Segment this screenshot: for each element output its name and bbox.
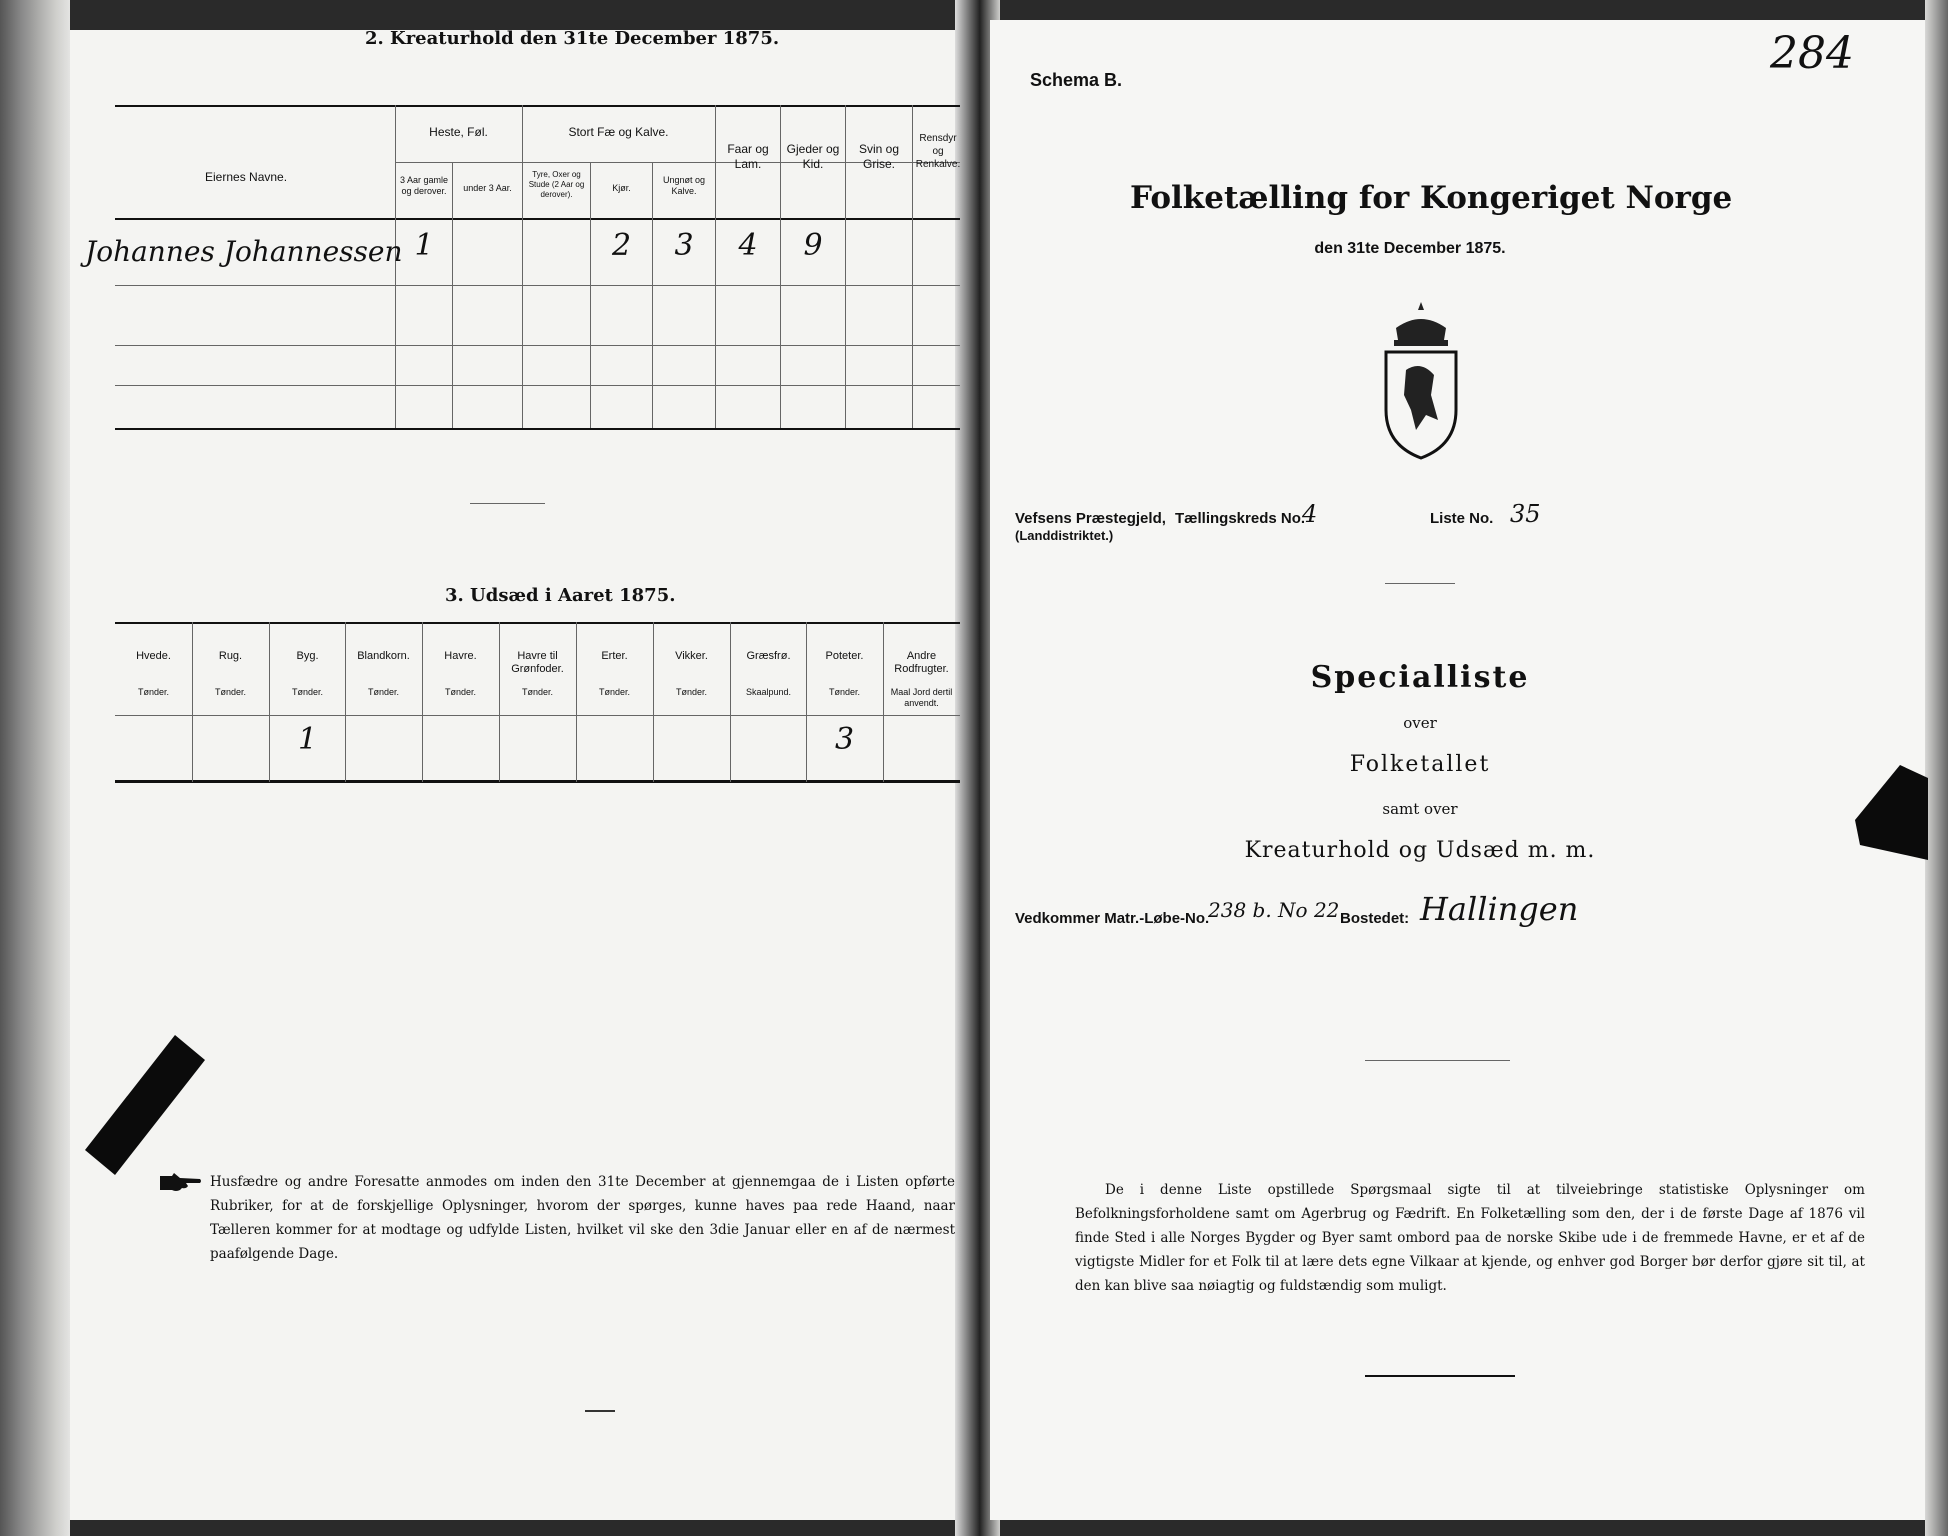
crop-header: Andre Rodfrugter. — [894, 650, 949, 675]
schema-label: Schema B. — [1030, 70, 1123, 90]
matr-value: 238 b. No 22 — [1208, 898, 1340, 922]
crop-header: Græsfrø. — [746, 650, 791, 662]
crop-header: Vikker. — [675, 650, 708, 662]
crop-header: Rug. — [218, 650, 243, 662]
crop-unit: Tønder. — [367, 687, 399, 697]
kjor-value: 2 — [611, 228, 632, 263]
crop-unit: Tønder. — [675, 687, 707, 697]
gjeder-value: 9 — [803, 228, 823, 263]
district-note: (Landdistriktet.) — [1015, 528, 1114, 543]
crop-unit: Tønder. — [828, 687, 860, 697]
crop-unit: Tønder. — [444, 687, 476, 697]
crop-unit: Tønder. — [598, 687, 630, 697]
folketallet: Folketallet — [1349, 752, 1491, 777]
archive-pointer-mark-left — [80, 1030, 210, 1180]
ungnot-value: 3 — [674, 228, 694, 263]
kreds-label: Tællingskreds No. — [1175, 510, 1306, 527]
heste-under3-header: under 3 Aar. — [463, 183, 512, 193]
matr-label: Vedkommer Matr.-Løbe-No. — [1015, 910, 1210, 927]
owner-name-header: Eiernes Navne. — [205, 170, 288, 184]
date-line: den 31te December 1875. — [1314, 240, 1506, 257]
heste-header: Heste, Føl. — [429, 125, 488, 139]
owner-name: Johannes Johannessen — [85, 235, 403, 268]
crop-header: Blandkorn. — [357, 650, 410, 662]
crop-value: 3 — [834, 722, 855, 757]
crop-header: Havre til Grønfoder. — [511, 650, 564, 675]
svin-header: Svin og Grise. — [858, 142, 900, 171]
gjeder-header: Gjeder og Kid. — [786, 142, 840, 171]
archive-pointer-mark-right — [1850, 760, 1930, 870]
crop-header: Havre. — [444, 650, 477, 662]
heste-3aar-value: 1 — [414, 228, 434, 263]
crop-unit: Tønder. — [291, 687, 323, 697]
parish-printed: Vefsens Præstegjeld, — [1015, 510, 1166, 527]
kreatur-line: Kreaturhold og Udsæd m. m. — [1244, 838, 1596, 863]
crop-unit: Tønder. — [214, 687, 246, 697]
over-word: over — [1403, 714, 1437, 732]
crop-unit: Maal Jord dertil anvendt. — [890, 687, 953, 708]
main-title: Folketælling for Kongeriget Norge — [1130, 180, 1733, 216]
liste-label: Liste No. — [1430, 510, 1494, 527]
crop-header: Byg. — [296, 650, 319, 662]
liste-value: 35 — [1510, 500, 1541, 528]
stort-fae-header: Stort Fæ og Kalve. — [568, 125, 669, 139]
heste-3aar-header: 3 Aar gamle og derover. — [399, 175, 449, 196]
notice-text: Husfædre og andre Foresatte anmodes om inden den 31te December at gjennemgaa de i Listen opførte Rubriker, for at de forskjellige Oplysninger, hvorom der spørges, kunne haves paa rede Haand, naar Tælleren kommer for at modtage og udfylde Listen, hvilket vil ske den 3die Januar eller en af de nærmest paafølgende Dage. — [210, 1174, 955, 1262]
footer-text: De i denne Liste opstillede Spørgsmaal sigte til at tilveiebringe statistiske Oplysninger om Befolkningsforholdene samt om Agerbrug og Fædrift. En Folketælling som den, der i de første Dage af 1876 vil finde Sted i alle Norges Bygder og Byer samt ombord paa de norske Skibe ude i de fremmede Havne, er et af de vigtigste Midler for et Folk til at lære dets egne Vilkaar at kjende, og enhver god Borger bør derfor gjøre sit til, at den kan blive saa nøiagtig og fuldstændig som muligt. — [1075, 1182, 1865, 1294]
section3-title: 3. Udsæd i Aaret 1875. — [445, 585, 676, 606]
page-number: 284 — [1770, 28, 1854, 79]
special-title: Specialliste — [1310, 660, 1530, 695]
tyre-header: Tyre, Oxer og Stude (2 Aar og derover). — [528, 170, 585, 199]
bosted-value: Hallingen — [1420, 890, 1579, 928]
book-edge-left — [0, 0, 70, 1536]
crop-unit: Tønder. — [521, 687, 553, 697]
kreds-value: 4 — [1302, 500, 1318, 528]
norway-coat-of-arms-icon — [1376, 300, 1466, 460]
faar-value: 4 — [738, 228, 758, 263]
kjor-header: Kjør. — [612, 183, 631, 193]
crop-header: Poteter. — [825, 650, 864, 662]
bosted-label: Bostedet: — [1340, 910, 1410, 927]
rensdyr-header: Rensdyr og Renkalve. — [915, 133, 961, 170]
crop-header: Erter. — [601, 650, 628, 662]
faar-header: Faar og Lam. — [727, 142, 769, 171]
samt-over: samt over — [1382, 800, 1458, 818]
crop-unit: Tønder. — [137, 687, 169, 697]
crop-unit: Skaalpund. — [745, 687, 792, 697]
crop-value: 1 — [297, 722, 318, 757]
section2-title: 2. Kreaturhold den 31te December 1875. — [365, 28, 780, 49]
ungnot-header: Ungnøt og Kalve. — [662, 175, 706, 196]
crop-header: Hvede. — [136, 650, 171, 662]
